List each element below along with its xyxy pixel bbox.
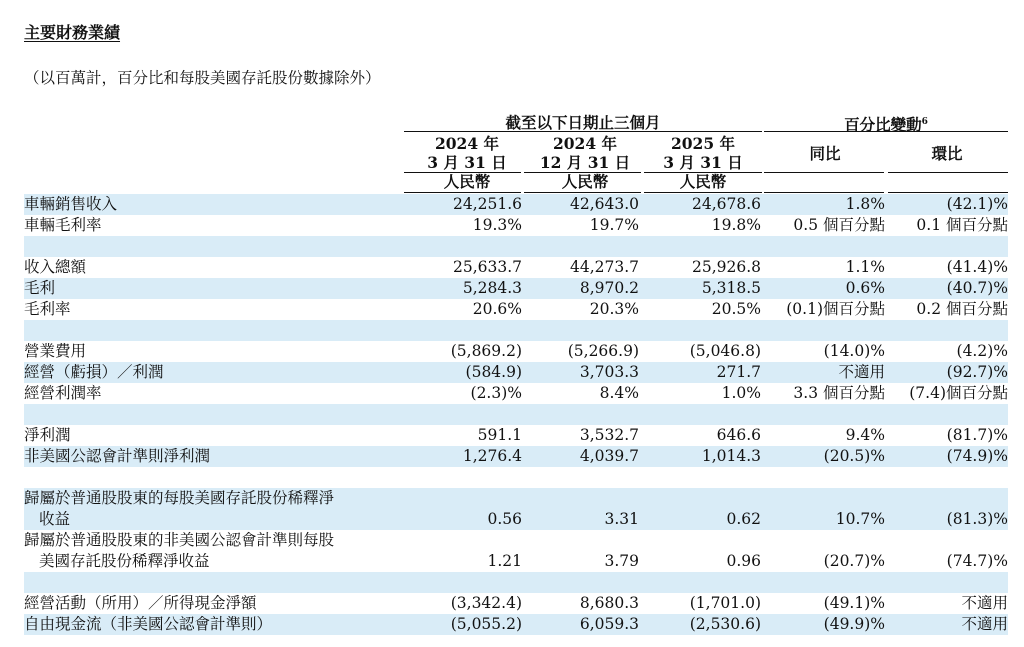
value-qoq: (41.4)%: [946, 258, 1008, 276]
header-rule-p3-bottom: [644, 192, 762, 193]
value-yoy: (20.5)%: [823, 447, 885, 465]
value-qoq: (4.2)%: [956, 342, 1008, 360]
value-yoy: 9.4%: [845, 426, 885, 444]
table-row: [24, 446, 1008, 467]
header-rule-p1-top: [404, 172, 521, 173]
value-q4-2024: 3.31: [604, 510, 639, 528]
value-qoq: 0.2 個百分點: [916, 300, 1008, 318]
header-rule-period: [404, 131, 762, 132]
value-q1-2025: 0.62: [726, 510, 761, 528]
value-q1-2025: 1,014.3: [701, 447, 761, 465]
row-label: [24, 488, 334, 530]
page-title: 主要財務業績: [24, 23, 121, 42]
value-qoq: 不適用: [961, 594, 1008, 612]
value-yoy: (20.7)%: [823, 552, 885, 570]
row-label: 營業費用: [24, 342, 87, 360]
value-q1-2024: 1.21: [487, 552, 522, 570]
table-spacer-row: [24, 572, 1008, 593]
value-q1-2025: (5,046.8): [689, 342, 761, 360]
table-spacer-row: [24, 236, 1008, 257]
header-rule-qoq-bottom: [888, 192, 1008, 193]
table-spacer-row: [24, 320, 1008, 341]
financial-table: [24, 194, 1008, 635]
value-yoy: 不適用: [838, 363, 885, 381]
value-q1-2024: 0.56: [487, 510, 522, 528]
header-period-3-unit: 人民幣: [679, 172, 727, 191]
value-yoy: 3.3 個百分點: [793, 384, 885, 402]
value-q4-2024: 44,273.7: [569, 258, 639, 276]
table-spacer-row: [24, 467, 1008, 488]
table-row: [24, 593, 1008, 614]
value-qoq: 不適用: [961, 615, 1008, 633]
value-qoq: (81.7)%: [946, 426, 1008, 444]
value-q1-2024: 19.3%: [472, 216, 522, 234]
value-q1-2024: 20.6%: [472, 300, 522, 318]
value-q4-2024: 19.7%: [589, 216, 639, 234]
header-period-1: [408, 134, 526, 191]
table-row: [24, 488, 1008, 530]
page-subtitle: （以百萬計，百分比和每股美國存託股份數據除外）: [24, 69, 381, 87]
header-group-change-label: 百分比變動: [844, 115, 922, 135]
value-q1-2024: 591.1: [477, 426, 522, 444]
value-qoq: (92.7)%: [946, 363, 1008, 381]
row-label: 非美國公認會計準則淨利潤: [24, 447, 211, 465]
header-rule-p2-top: [524, 172, 641, 173]
value-qoq: (42.1)%: [946, 195, 1008, 213]
value-q1-2025: 646.6: [716, 426, 761, 444]
header-period-1-year: 2024 年: [434, 134, 500, 153]
value-yoy: (49.9)%: [823, 615, 885, 633]
value-yoy: (14.0)%: [823, 342, 885, 360]
header-period-2-year: 2024 年: [552, 134, 618, 153]
header-rule-change: [764, 131, 1008, 132]
row-label: 毛利: [24, 279, 56, 297]
header-yoy: 同比: [809, 144, 841, 163]
table-row: [24, 614, 1008, 635]
value-q1-2024: 5,284.3: [462, 279, 522, 297]
header-period-1-unit: 人民幣: [443, 172, 491, 191]
header-qoq: 環比: [931, 144, 963, 163]
header-period-2-date: 12 月 31 日: [539, 153, 631, 172]
value-q1-2025: 24,678.6: [691, 195, 761, 213]
value-q4-2024: 20.3%: [589, 300, 639, 318]
row-label: 車輛銷售收入: [24, 195, 118, 213]
row-label: 經營利潤率: [24, 384, 102, 402]
header-rule-qoq-top: [888, 172, 1008, 173]
value-q4-2024: 42,643.0: [569, 195, 639, 213]
row-label: 自由現金流（非美國公認會計準則）: [24, 615, 273, 633]
value-q1-2024: 25,633.7: [452, 258, 522, 276]
value-qoq: (40.7)%: [946, 279, 1008, 297]
table-row: [24, 194, 1008, 215]
value-q4-2024: 6,059.3: [579, 615, 639, 633]
value-q1-2024: 24,251.6: [452, 195, 522, 213]
row-label: [24, 530, 334, 572]
footnote-marker: 6: [921, 117, 928, 127]
value-qoq: (74.9)%: [946, 447, 1008, 465]
value-q4-2024: 8.4%: [599, 384, 639, 402]
table-row: [24, 341, 1008, 362]
value-yoy: (0.1)個百分點: [786, 300, 885, 318]
value-q1-2025: 19.8%: [711, 216, 761, 234]
value-qoq: (7.4)個百分點: [909, 384, 1008, 402]
table-row: [24, 299, 1008, 320]
row-label: 經營活動（所用）／所得現金淨額: [24, 594, 257, 612]
value-q1-2025: 0.96: [726, 552, 761, 570]
value-yoy: 0.5 個百分點: [793, 216, 885, 234]
table-row: [24, 530, 1008, 572]
row-label: 經營（虧損）／利潤: [24, 363, 164, 381]
value-q1-2024: (3,342.4): [450, 594, 522, 612]
row-label-line2: 收益: [39, 510, 71, 528]
value-q1-2024: (5,055.2): [450, 615, 522, 633]
header-period-3: [644, 134, 762, 191]
header-group-period: 截至以下日期止三個月: [505, 113, 661, 132]
value-q1-2025: 1.0%: [721, 384, 761, 402]
header-period-1-date: 3 月 31 日: [427, 153, 507, 172]
header-rule-p3-top: [644, 172, 762, 173]
value-q4-2024: 3.79: [604, 552, 639, 570]
table-row: [24, 362, 1008, 383]
header-period-2: [526, 134, 644, 191]
header-period-3-year: 2025 年: [670, 134, 736, 153]
value-q1-2025: 5,318.5: [701, 279, 761, 297]
value-qoq: (74.7)%: [946, 552, 1008, 570]
header-period-2-unit: 人民幣: [561, 172, 609, 191]
table-row: [24, 383, 1008, 404]
value-q4-2024: 3,532.7: [579, 426, 639, 444]
table-row: [24, 215, 1008, 236]
row-label-line1: 歸屬於普通股股東的每股美國存託股份稀釋淨: [24, 489, 335, 507]
header-rule-p2-bottom: [524, 192, 641, 193]
value-q1-2025: 271.7: [716, 363, 761, 381]
value-q4-2024: 3,703.3: [579, 363, 639, 381]
value-q4-2024: 8,680.3: [579, 594, 639, 612]
value-yoy: (49.1)%: [823, 594, 885, 612]
header-rule-p1-bottom: [404, 192, 521, 193]
value-q1-2024: (2.3)%: [470, 384, 522, 402]
value-qoq: (81.3)%: [946, 510, 1008, 528]
value-yoy: 10.7%: [835, 510, 885, 528]
value-q1-2024: 1,276.4: [462, 447, 522, 465]
value-q1-2025: 25,926.8: [691, 258, 761, 276]
value-yoy: 1.1%: [845, 258, 885, 276]
table-row: [24, 257, 1008, 278]
row-label-line1: 歸屬於普通股股東的非美國公認會計準則每股: [24, 531, 335, 549]
value-q1-2024: (584.9): [465, 363, 522, 381]
header-rule-yoy-top: [764, 172, 884, 173]
header-period-3-date: 3 月 31 日: [663, 153, 743, 172]
value-yoy: 0.6%: [845, 279, 885, 297]
value-q4-2024: 4,039.7: [579, 447, 639, 465]
row-label: 淨利潤: [24, 426, 71, 444]
row-label: 毛利率: [24, 300, 71, 318]
table-row: [24, 425, 1008, 446]
row-label: 車輛毛利率: [24, 216, 102, 234]
table-row: [24, 278, 1008, 299]
value-q1-2025: (1,701.0): [689, 594, 761, 612]
value-q1-2025: (2,530.6): [689, 615, 761, 633]
value-q4-2024: 8,970.2: [579, 279, 639, 297]
value-q1-2025: 20.5%: [711, 300, 761, 318]
row-label: 收入總額: [24, 258, 87, 276]
value-yoy: 1.8%: [845, 195, 885, 213]
value-qoq: 0.1 個百分點: [916, 216, 1008, 234]
table-spacer-row: [24, 404, 1008, 425]
row-label-line2: 美國存託股份稀釋淨收益: [39, 552, 210, 570]
header-rule-yoy-bottom: [764, 192, 884, 193]
value-q1-2024: (5,869.2): [450, 342, 522, 360]
value-q4-2024: (5,266.9): [567, 342, 639, 360]
